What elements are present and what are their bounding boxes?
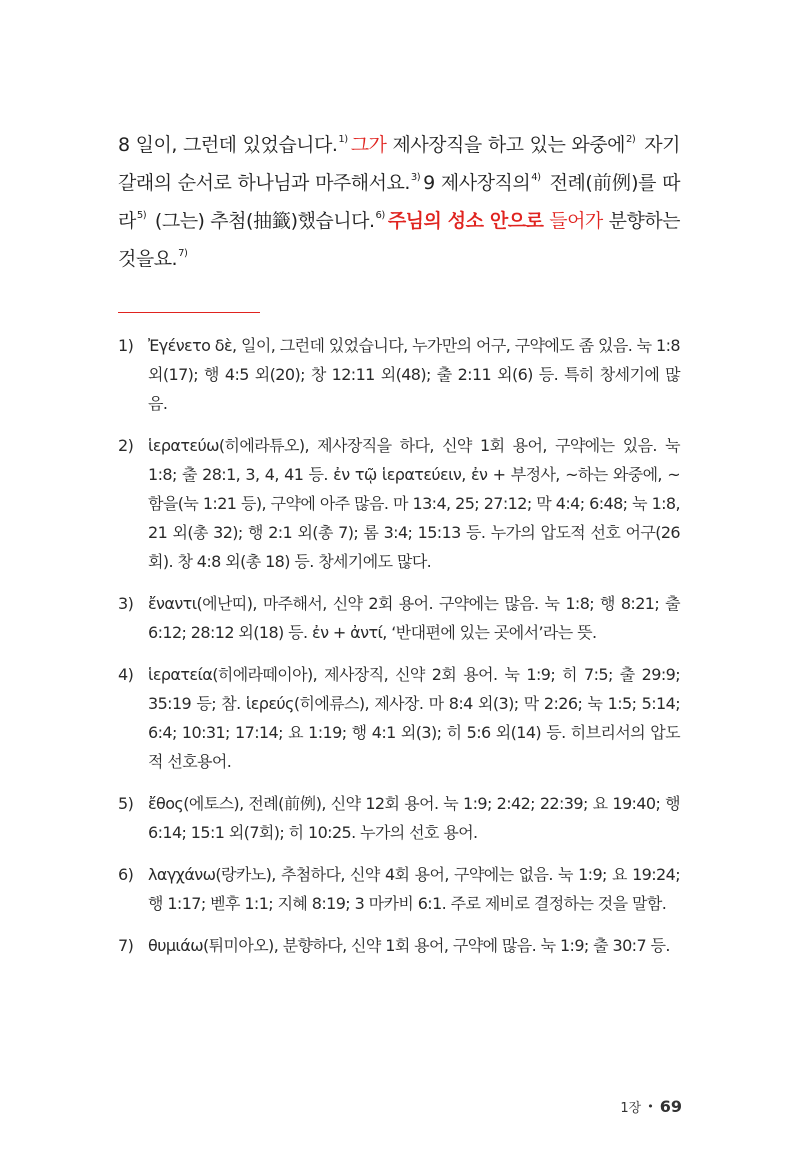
page-number: 69 xyxy=(659,1097,682,1116)
footnote-text: ἔθος(에토스), 전례(前例), 신약 12회 용어. 눅 1:9; 2:42; 22:39; 요 19:40; 행 6:14; 15:1 외(7회); 히 10:25. 누가의 선호 용어. xyxy=(148,794,680,842)
footnote-number: 3) xyxy=(118,594,134,613)
footnote-text: ἱερατεία(히에라떼이아), 제사장직, 신약 2회 용어. 눅 1:9; 히 7:5; 출 29:9; 35:19 등; 참. ἱερεύς(히에류스), 제사장. 마 8:4 외(3); 막 2:26; 눅 1:5; 5:14; 6:4; 10:31; 17:14; 요 1:19; 행 4:1 외(3); 히 5:6 외(14) 등. 히브리서의 압도적 선호용어. xyxy=(148,665,680,771)
footnote-item xyxy=(118,331,680,418)
main-text-2: 자기 갈래의 순서로 하나님과 마주해서요. xyxy=(118,134,680,194)
footnote-text: ἱερατεύω(히에라튜오), 제사장직을 하다, 신약 1회 용어, 구약에는 있음. 눅 1:8; 출 28:1, 3, 4, 41 등. ἐν τῷ ἱερατεύειν, ἐν + 부정사, ~하는 와중에, ~함을(눅 1:21 등), 구약에 아주 많음. 마 13:4, 25; 27:12; 막 4:4; 6:48; 눅 1:8, 21 외(총 32); 행 2:1 외(총 7); 롬 3:4; 15:13 등. 누가의 압도적 선호 어구(26회). 창 4:8 외(총 18) 등. 창세기에도 많다. xyxy=(148,436,680,571)
footnote-ref-5: 5) xyxy=(136,209,147,221)
footnote-text: θυμιάω(튀미아오), 분향하다, 신약 1회 용어, 구약에 많음. 눅 1:9; 출 30:7 등. xyxy=(148,936,670,955)
footnote-number: 6) xyxy=(118,865,134,884)
footnote-ref-6: 6) xyxy=(375,209,385,221)
main-text-5: (그는) 추첨(抽籤)했습니다. xyxy=(149,210,375,232)
footnote-ref-4: 4) xyxy=(531,171,541,183)
footnote-number: 1) xyxy=(118,336,134,355)
highlight-sanctuary: 주님의 성소 안으로 xyxy=(387,210,544,232)
bullet-separator: • xyxy=(647,1100,654,1113)
main-text-1: 제사장직을 하고 있는 와중에 xyxy=(386,134,625,156)
highlight-he: 그가 xyxy=(350,134,387,156)
main-text-4: 전례(前例)를 따라 xyxy=(118,172,680,232)
footnote-number: 7) xyxy=(118,936,134,955)
footnote-number: 5) xyxy=(118,794,134,813)
footnote-text: λαγχάνω(랑카노), 추첨하다, 신약 4회 용어, 구약에는 없음. 눅 1:9; 요 19:24; 행 1:17; 벧후 1:1; 지혜 8:19; 3 마카비 6:1. 주로 제비로 결정하는 것을 말함. xyxy=(148,865,680,913)
footnote-item xyxy=(118,660,680,776)
footnote-item xyxy=(118,860,680,918)
footnote-number: 2) xyxy=(118,436,134,455)
verse-9-text: 9 제사장직의 xyxy=(423,172,531,194)
main-paragraph xyxy=(118,126,680,278)
footnote-text: Ἐγένετο δὲ, 일이, 그런데 있었습니다, 누가만의 어구, 구약에도 좀 있음. 눅 1:8 외(17); 행 4:5 외(20); 창 12:11 외(48); 출 2:11 외(6) 등. 특히 창세기에 많음. xyxy=(148,336,680,413)
chapter-label: 1장 xyxy=(620,1101,642,1116)
footnote-divider xyxy=(118,312,260,313)
footnotes-list xyxy=(118,331,680,973)
footnote-text: ἔναντι(에난띠), 마주해서, 신약 2회 용어. 구약에는 많음. 눅 1:8; 행 8:21; 출 6:12; 28:12 외(18) 등. ἐν + ἀντί, ‘반대편에 있는 곳에서’라는 뜻. xyxy=(148,594,680,642)
main-text-6: 분향하는 것을요. xyxy=(118,210,680,270)
footnote-item xyxy=(118,931,680,960)
footnote-item xyxy=(118,789,680,847)
footnote-ref-7: 7) xyxy=(178,247,188,259)
footnote-ref-2: 2) xyxy=(625,133,636,145)
footnote-ref-1: 1) xyxy=(338,133,348,145)
footnote-ref-3: 3) xyxy=(410,171,421,183)
highlight-entering: 들어가 xyxy=(549,210,603,232)
verse-8-text: 8 일이, 그런데 있었습니다. xyxy=(118,134,338,156)
page-footer xyxy=(620,1097,682,1116)
footnote-item xyxy=(118,431,680,576)
footnote-number: 4) xyxy=(118,665,134,684)
footnote-item xyxy=(118,589,680,647)
